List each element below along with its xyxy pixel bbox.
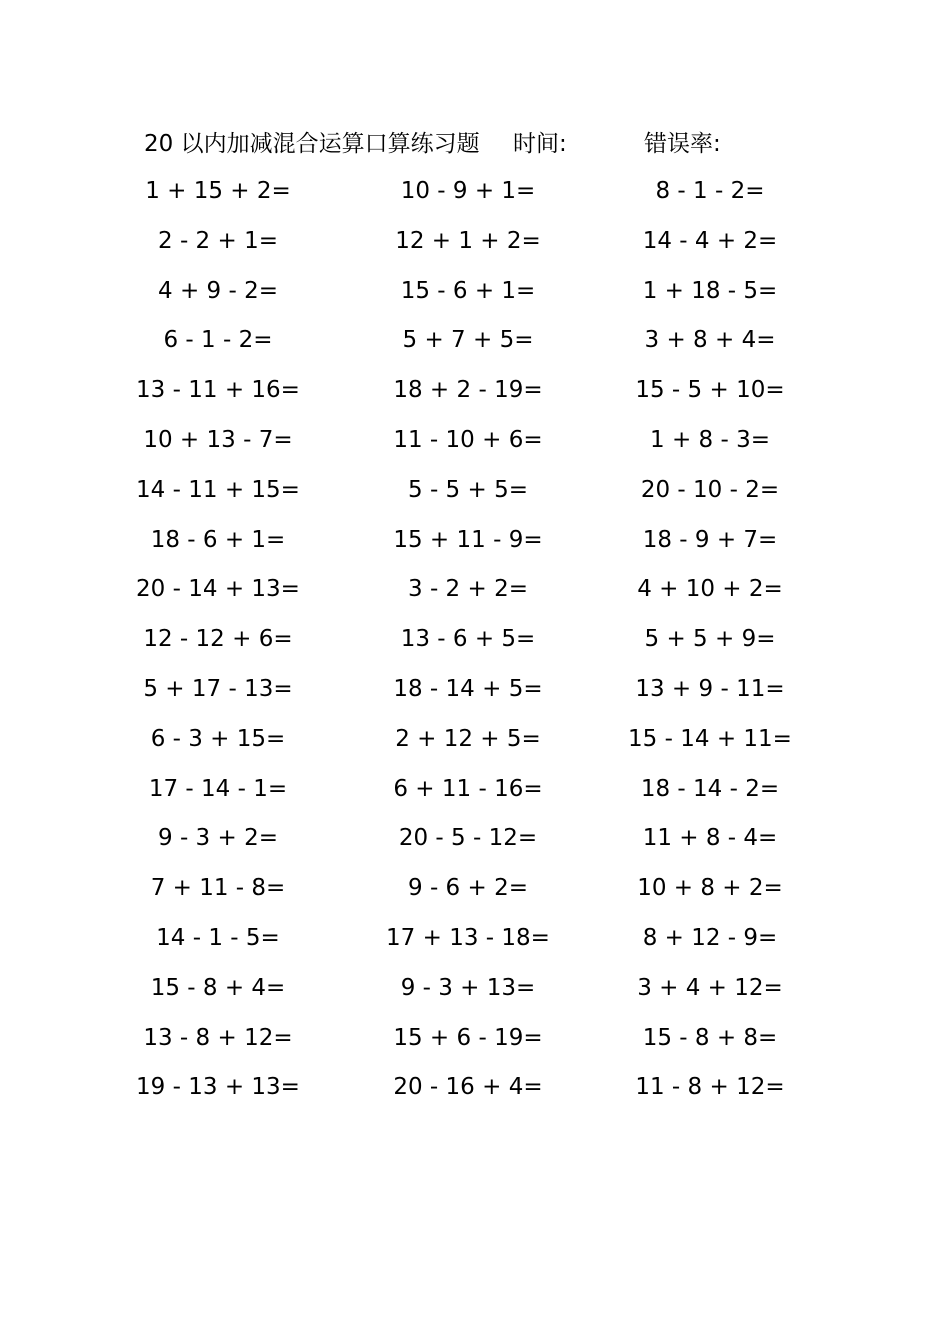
problem-row — [0, 769, 950, 819]
math-problem: 18 - 9 + 7= — [642, 526, 778, 553]
math-problem: 10 + 13 - 7= — [143, 426, 293, 453]
math-problem: 14 - 1 - 5= — [156, 924, 280, 951]
math-problem: 15 + 6 - 19= — [393, 1024, 543, 1051]
math-problem: 20 - 14 + 13= — [136, 576, 300, 603]
math-problem: 15 - 14 + 11= — [628, 725, 792, 752]
problem-row — [0, 968, 950, 1018]
math-problem: 3 + 8 + 4= — [644, 327, 776, 354]
math-problem: 13 + 9 - 11= — [635, 675, 785, 702]
math-problem: 2 - 2 + 1= — [158, 227, 278, 254]
math-problem: 14 - 11 + 15= — [136, 476, 300, 503]
math-problem: 10 + 8 + 2= — [637, 875, 783, 902]
math-problem: 20 - 10 - 2= — [640, 476, 780, 503]
math-problem: 18 - 14 + 5= — [393, 675, 543, 702]
problem-row — [0, 868, 950, 918]
math-problem: 1 + 8 - 3= — [650, 426, 770, 453]
worksheet-header — [144, 124, 844, 164]
math-problem: 15 - 6 + 1= — [400, 277, 536, 304]
math-problem: 12 - 12 + 6= — [143, 626, 293, 653]
problem-row — [0, 619, 950, 669]
math-problem: 6 - 3 + 15= — [150, 725, 286, 752]
math-problem: 6 + 11 - 16= — [393, 775, 543, 802]
math-problem: 8 - 1 - 2= — [655, 178, 765, 204]
math-problem: 11 - 8 + 12= — [635, 1074, 785, 1101]
math-problem: 11 + 8 - 4= — [642, 825, 778, 852]
problem-grid — [0, 171, 950, 1117]
math-problem: 13 - 6 + 5= — [400, 626, 536, 653]
math-problem: 3 + 4 + 12= — [637, 974, 783, 1001]
problem-row — [0, 221, 950, 271]
math-problem: 7 + 11 - 8= — [150, 875, 286, 902]
problem-row — [0, 1067, 950, 1117]
math-problem: 15 - 8 + 4= — [150, 974, 286, 1001]
math-problem: 14 - 4 + 2= — [642, 227, 778, 254]
math-problem: 5 + 7 + 5= — [402, 327, 534, 354]
math-problem: 4 + 9 - 2= — [158, 277, 278, 304]
problem-row — [0, 818, 950, 868]
problem-row — [0, 271, 950, 321]
math-problem: 9 - 3 + 13= — [400, 974, 536, 1001]
math-problem: 1 + 18 - 5= — [642, 277, 778, 304]
problem-row — [0, 918, 950, 968]
math-problem: 9 - 6 + 2= — [408, 875, 528, 902]
problem-row — [0, 1018, 950, 1068]
math-problem: 2 + 12 + 5= — [395, 725, 541, 752]
math-problem: 20 - 16 + 4= — [393, 1074, 543, 1101]
math-problem: 9 - 3 + 2= — [158, 825, 278, 852]
math-problem: 13 - 8 + 12= — [143, 1024, 293, 1051]
error-rate-label: 错误率: — [644, 131, 721, 157]
math-problem: 15 - 5 + 10= — [635, 377, 785, 404]
math-problem: 18 - 6 + 1= — [150, 526, 286, 553]
math-problem: 12 + 1 + 2= — [395, 227, 541, 254]
math-problem: 4 + 10 + 2= — [637, 576, 783, 603]
problem-row — [0, 669, 950, 719]
problem-row — [0, 470, 950, 520]
problem-row — [0, 171, 950, 221]
math-problem: 18 + 2 - 19= — [393, 377, 543, 404]
problem-row — [0, 320, 950, 370]
math-problem: 17 + 13 - 18= — [386, 924, 550, 951]
time-label: 时间: — [513, 131, 567, 157]
math-problem: 5 + 5 + 9= — [644, 626, 776, 653]
problem-row — [0, 569, 950, 619]
math-problem: 11 - 10 + 6= — [393, 426, 543, 453]
math-problem: 20 - 5 - 12= — [398, 825, 538, 852]
math-problem: 19 - 13 + 13= — [136, 1074, 300, 1101]
math-problem: 15 - 8 + 8= — [642, 1024, 778, 1051]
problem-row — [0, 520, 950, 570]
worksheet-title: 20 以内加减混合运算口算练习题 — [144, 131, 480, 157]
math-problem: 8 + 12 - 9= — [642, 924, 778, 951]
math-problem: 18 - 14 - 2= — [640, 775, 780, 802]
math-problem: 6 - 1 - 2= — [163, 327, 273, 354]
math-problem: 5 - 5 + 5= — [408, 476, 528, 503]
problem-row — [0, 370, 950, 420]
problem-row — [0, 719, 950, 769]
math-problem: 1 + 15 + 2= — [145, 178, 291, 204]
problem-row — [0, 420, 950, 470]
math-problem: 10 - 9 + 1= — [400, 178, 536, 204]
math-problem: 13 - 11 + 16= — [136, 377, 300, 404]
math-problem: 17 - 14 - 1= — [148, 775, 288, 802]
math-problem: 15 + 11 - 9= — [393, 526, 543, 553]
math-problem: 5 + 17 - 13= — [143, 675, 293, 702]
math-problem: 3 - 2 + 2= — [408, 576, 528, 603]
